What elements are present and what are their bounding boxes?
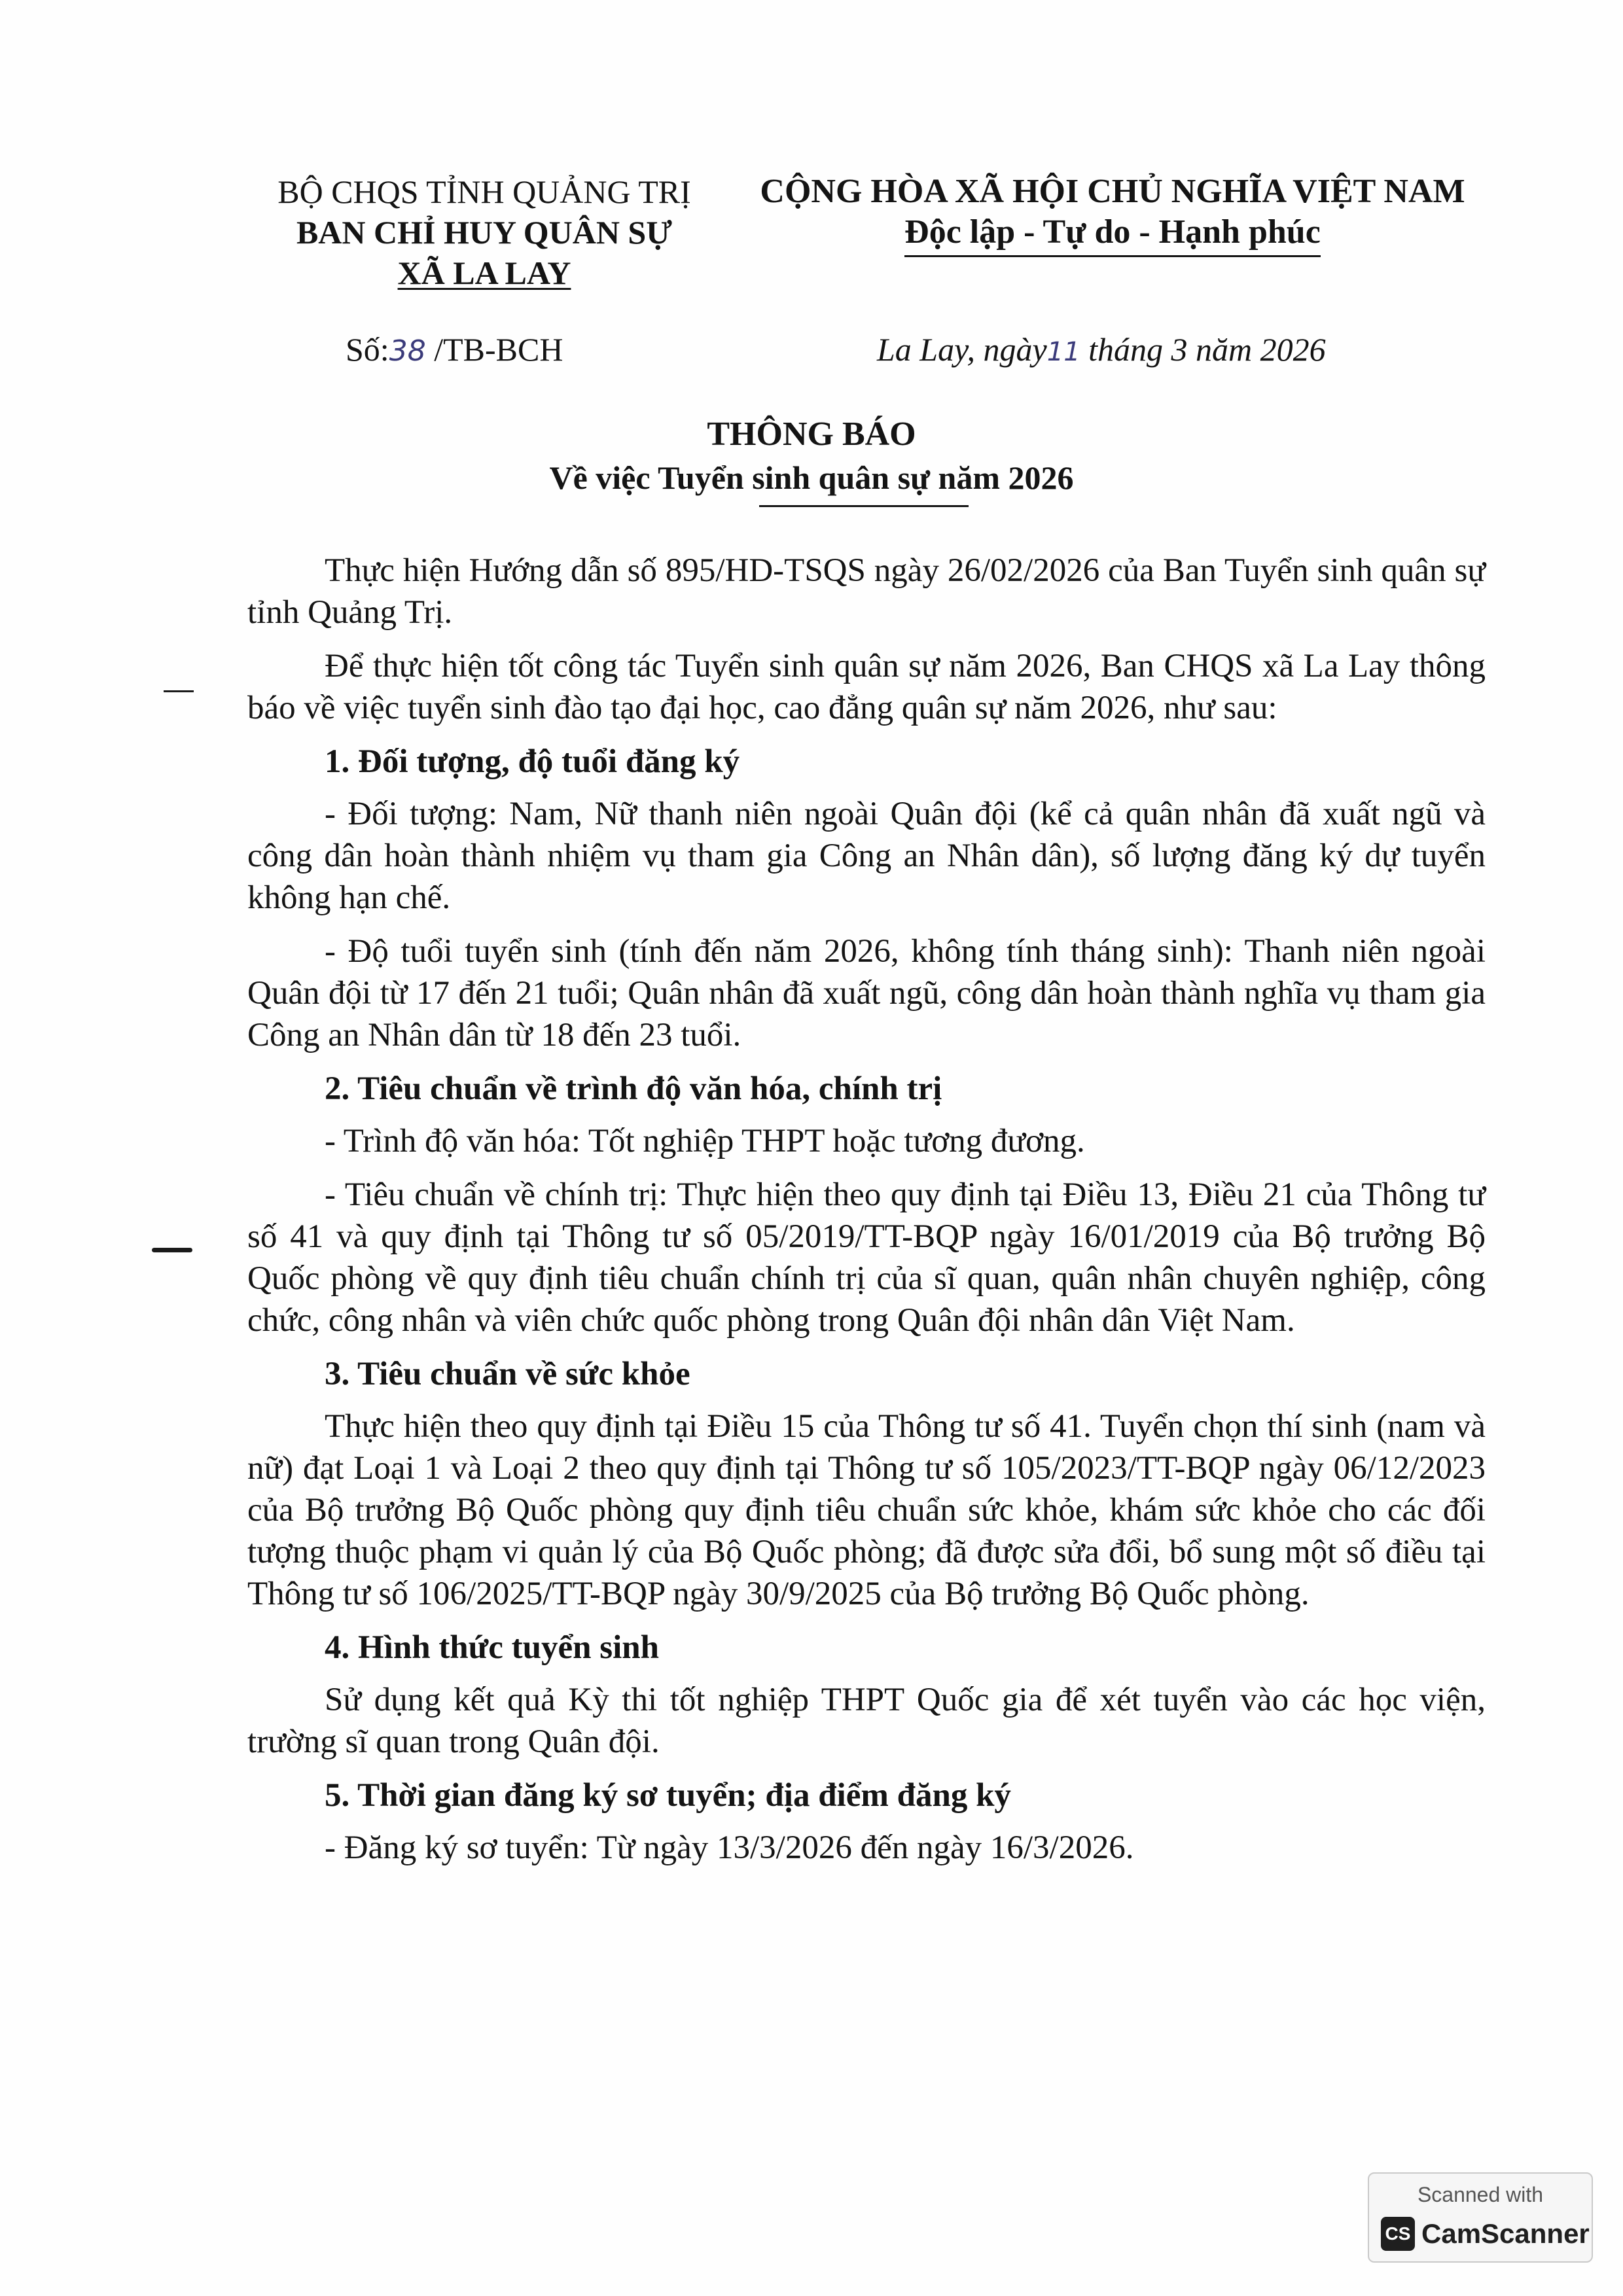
- national-header: [733, 171, 1492, 257]
- document-title: THÔNG BÁO: [707, 415, 916, 453]
- scan-mark: [164, 690, 194, 692]
- section-heading: 1. Đối tượng, độ tuổi đăng ký: [325, 743, 740, 780]
- document-number: [346, 329, 563, 372]
- document-subtitle: Về việc Tuyển sinh quân sự năm 2026: [549, 459, 1074, 496]
- issuing-agency: [236, 171, 733, 293]
- scan-mark: [152, 1248, 192, 1252]
- intro-paragraph: Thực hiện Hướng dẫn số 895/HD-TSQS ngày 26/02/2026 của Ban Tuyển sinh quân sự tỉnh Quảng Trị.: [247, 552, 1486, 631]
- agency-commune: XÃ LA LAY: [397, 255, 571, 291]
- intro-paragraph: Để thực hiện tốt công tác Tuyển sinh quân sự năm 2026, Ban CHQS xã La Lay thông báo về việc tuyển sinh đào tạo đại học, cao đẳng quân sự năm 2026, như sau:: [247, 648, 1486, 726]
- national-motto: Độc lập - Tự do - Hạnh phúc: [904, 212, 1321, 257]
- document-body: [247, 550, 1486, 1881]
- camscanner-brand: CamScanner: [1421, 2218, 1590, 2249]
- section-paragraph: Sử dụng kết quả Kỳ thi tốt nghiệp THPT Quốc gia để xét tuyển vào các học viện, trường sĩ quan trong Quân đội.: [247, 1682, 1486, 1760]
- section-paragraph: Thực hiện theo quy định tại Điều 15 của Thông tư số 41. Tuyển chọn thí sinh (nam và nữ) đạt Loại 1 và Loại 2 theo quy định tại Thông tư số 105/2023/TT-BQP ngày 06/12/2023 của Bộ trưởng Bộ Quốc phòng quy định tiêu chuẩn sức khỏe, khám sức khỏe cho các đối tượng thuộc phạm vi quản lý của Bộ Quốc phòng; đã được sửa đổi, bổ sung một số điều tại Thông tư số 106/2025/TT-BQP ngày 30/9/2025 của Bộ trưởng Bộ Quốc phòng.: [247, 1408, 1486, 1612]
- subtitle-rule: [759, 505, 969, 507]
- date-line: [877, 329, 1326, 372]
- section-heading: 2. Tiêu chuẩn về trình độ văn hóa, chính trị: [325, 1070, 942, 1107]
- date-day: 11: [1046, 337, 1080, 367]
- agency-parent: BỘ CHQS TỈNH QUẢNG TRỊ: [277, 173, 691, 210]
- section-paragraph: - Đối tượng: Nam, Nữ thanh niên ngoài Quân đội (kể cả quân nhân đã xuất ngũ và công dân hoàn thành nhiệm vụ tham gia Công an Nhân dân), số lượng đăng ký dự tuyển không hạn chế.: [247, 796, 1486, 916]
- section-heading: 3. Tiêu chuẩn về sức khỏe: [325, 1356, 690, 1392]
- doc-number-value: 38: [389, 334, 426, 368]
- section-paragraph: - Tiêu chuẩn về chính trị: Thực hiện theo quy định tại Điều 13, Điều 21 của Thông tư số 41 và quy định tại Thông tư số 05/2019/TT-BQP ngày 16/01/2019 của Bộ trưởng Bộ Quốc phòng về quy định tiêu chuẩn chính trị của sĩ quan, quân nhân chuyên nghiệp, công chức, công nhân và viên chức quốc phòng trong Quân đội nhân dân Việt Nam.: [247, 1176, 1486, 1339]
- doc-number-suffix: /TB-BCH: [434, 331, 563, 368]
- section-paragraph: - Độ tuổi tuyển sinh (tính đến năm 2026, không tính tháng sinh): Thanh niên ngoài Quân đội từ 17 đến 21 tuổi; Quân nhân đã xuất ngũ, công dân hoàn thành nghĩa vụ tham gia Công an Nhân dân từ 18 đến 23 tuổi.: [247, 933, 1486, 1053]
- agency-name: BAN CHỈ HUY QUÂN SỰ: [296, 214, 673, 251]
- section-heading: 4. Hình thức tuyển sinh: [325, 1629, 659, 1666]
- date-suffix: tháng 3 năm 2026: [1088, 331, 1326, 368]
- country-name: CỘNG HÒA XÃ HỘI CHỦ NGHĨA VIỆT NAM: [760, 173, 1465, 210]
- camscanner-logo-icon: CS: [1381, 2217, 1415, 2251]
- scanned-with-label: Scanned with: [1417, 2183, 1544, 2206]
- section-paragraph: - Đăng ký sơ tuyển: Từ ngày 13/3/2026 đến ngày 16/3/2026.: [325, 1829, 1134, 1866]
- scanner-watermark: [1368, 2172, 1593, 2263]
- doc-number-prefix: Số:: [346, 331, 389, 368]
- date-prefix: La Lay, ngày: [877, 331, 1047, 368]
- section-paragraph: - Trình độ văn hóa: Tốt nghiệp THPT hoặc tương đương.: [325, 1123, 1085, 1159]
- section-heading: 5. Thời gian đăng ký sơ tuyển; địa điểm đăng ký: [325, 1777, 1011, 1814]
